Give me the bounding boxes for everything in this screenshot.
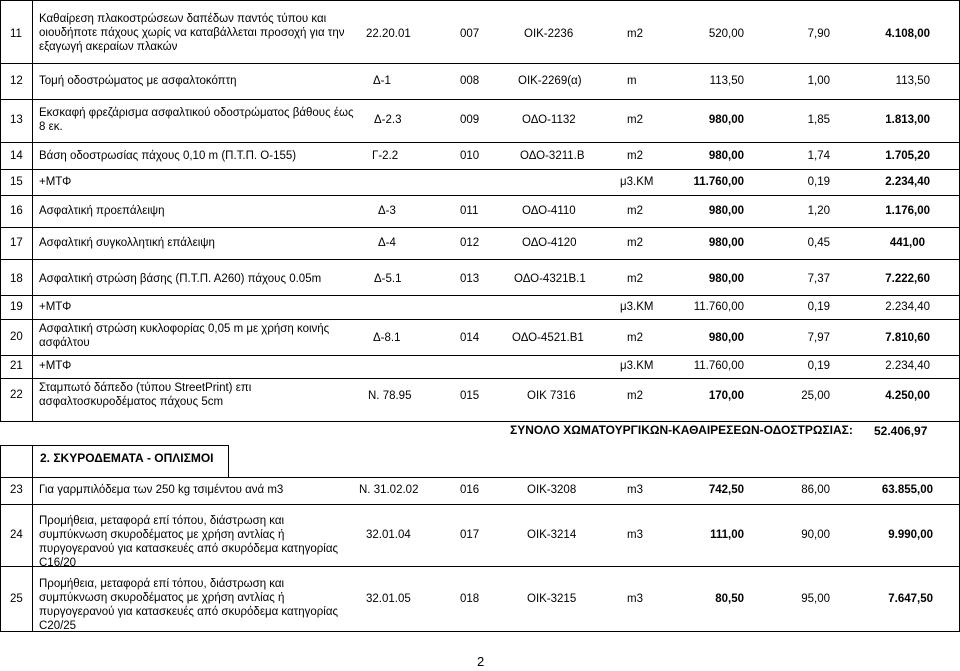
row-description: Βάση οδοστρωσίας πάχους 0,10 m (Π.Τ.Π. Ο-155) xyxy=(39,150,297,162)
row-price: 520,00 xyxy=(708,28,744,40)
row-price: 980,00 xyxy=(708,114,744,126)
row-quantity: 0,45 xyxy=(807,237,830,249)
row-price: 980,00 xyxy=(708,332,744,344)
row-code: 015 xyxy=(460,390,480,402)
row-number: 24 xyxy=(10,529,23,541)
row-code: 018 xyxy=(460,593,480,605)
row-reference: ΟΙΚ-2236 xyxy=(524,28,574,40)
row-total: 113,50 xyxy=(895,75,930,87)
subtotal-value: 52.406,97 xyxy=(874,424,928,438)
row-price: 113,50 xyxy=(709,75,744,87)
row-article: Ν. 78.95 xyxy=(368,390,412,402)
row-quantity: 25,00 xyxy=(801,390,830,402)
row-price: 980,00 xyxy=(708,237,744,249)
row-unit: m2 xyxy=(627,332,643,344)
row-code: 017 xyxy=(460,529,480,541)
row-total: 7.647,50 xyxy=(888,593,933,605)
row-unit: μ3.ΚΜ xyxy=(620,301,654,313)
row-unit: m2 xyxy=(627,237,643,249)
row-quantity: 0,19 xyxy=(807,176,830,188)
row-total: 1.813,00 xyxy=(885,114,930,126)
row-article: Ν. 31.02.02 xyxy=(359,484,419,496)
row-total: 2.234,40 xyxy=(885,176,930,188)
row-reference: ΟΔΟ-4110 xyxy=(522,205,576,217)
row-quantity: 86,00 xyxy=(801,484,830,496)
row-unit: m2 xyxy=(627,273,643,285)
row-description: +ΜΤΦ xyxy=(39,360,72,372)
row-total: 1.176,00 xyxy=(885,205,930,217)
row-description: Προμήθεια, μεταφορά επί τόπου, διάστρωση και συμπύκνωση σκυροδέματος με χρήση αντλίας ή πυργογερανού για κατασκευές από σκυρόδεμα κατηγορίας C16/20 xyxy=(39,515,339,569)
row-price: 11.760,00 xyxy=(693,301,744,313)
row-number: 22 xyxy=(10,389,23,401)
row-code: 009 xyxy=(460,114,480,126)
row-article: 22.20.01 xyxy=(366,28,411,40)
row-unit: m2 xyxy=(627,390,643,402)
row-quantity: 7,97 xyxy=(807,332,830,344)
row-price: 11.760,00 xyxy=(693,176,744,188)
row-quantity: 95,00 xyxy=(801,593,830,605)
row-total: 7.810,60 xyxy=(885,332,930,344)
row-reference: ΟΔΟ-1132 xyxy=(522,114,576,126)
row-quantity: 1,20 xyxy=(807,205,830,217)
row-code: 011 xyxy=(460,205,479,217)
row-description: +ΜΤΦ xyxy=(39,176,72,188)
row-quantity: 1,00 xyxy=(807,75,830,87)
row-reference: ΟΔΟ-3211.Β xyxy=(520,150,585,162)
row-code: 012 xyxy=(460,237,480,249)
row-description: Καθαίρεση πλακοστρώσεων δαπέδων παντός τύπου και οιουδήποτε πάχους χωρίς να καταβάλλεται προσοχή για την εξαγωγή ακεραίων πλακών xyxy=(39,13,345,53)
row-total: 2.234,40 xyxy=(885,360,930,372)
row-unit: m3 xyxy=(627,529,643,541)
row-number: 11 xyxy=(10,28,22,40)
row-article: Δ-4 xyxy=(378,237,396,249)
row-unit: m3 xyxy=(627,484,643,496)
row-code: 014 xyxy=(460,332,480,344)
row-price: 11.760,00 xyxy=(693,360,744,372)
row-unit: m3 xyxy=(627,593,643,605)
row-article: Δ-5.1 xyxy=(374,273,402,285)
row-quantity: 90,00 xyxy=(801,529,830,541)
row-quantity: 7,37 xyxy=(807,273,830,285)
row-description: Σταμπωτό δάπεδο (τύπου StreetPrint) επι ασφαλτοσκυροδέματος πάχους 5cm xyxy=(39,382,252,408)
row-reference: ΟΙΚ-3214 xyxy=(527,529,577,541)
row-article: Δ-1 xyxy=(373,75,391,87)
row-total: 4.108,00 xyxy=(885,28,930,40)
row-description: Για γαρμπιλόδεμα των 250 kg τσιμέντου ανά m3 xyxy=(39,484,284,496)
row-total: 441,00 xyxy=(889,237,925,249)
row-quantity: 1,85 xyxy=(807,114,830,126)
row-article: Δ-8.1 xyxy=(373,332,401,344)
row-number: 25 xyxy=(10,593,23,605)
row-number: 21 xyxy=(10,360,23,372)
row-article: Δ-2.3 xyxy=(374,114,402,126)
row-reference: ΟΙΚ-3208 xyxy=(527,484,577,496)
row-number: 16 xyxy=(10,205,23,217)
row-price: 742,50 xyxy=(708,484,744,496)
row-number: 18 xyxy=(10,273,23,285)
row-number: 23 xyxy=(10,484,23,496)
row-price: 980,00 xyxy=(708,273,744,285)
row-code: 008 xyxy=(460,75,480,87)
row-number: 20 xyxy=(10,331,23,343)
row-code: 016 xyxy=(460,484,480,496)
row-unit: m2 xyxy=(627,205,643,217)
row-quantity: 7,90 xyxy=(807,28,830,40)
row-reference: ΟΔΟ-4521.Β1 xyxy=(512,332,584,344)
row-code: 013 xyxy=(460,273,480,285)
row-total: 2.234,40 xyxy=(885,301,930,313)
row-article: Γ-2.2 xyxy=(372,150,399,162)
row-unit: μ3.ΚΜ xyxy=(620,176,654,188)
row-total: 1.705,20 xyxy=(885,150,930,162)
row-price: 111,00 xyxy=(710,529,744,541)
row-description: Ασφαλτική στρώση κυκλοφορίας 0,05 m με χρήση κοινής ασφάλτου xyxy=(39,323,330,349)
row-number: 14 xyxy=(10,150,23,162)
row-unit: μ3.ΚΜ xyxy=(620,360,654,372)
row-number: 19 xyxy=(10,301,23,313)
row-reference: ΟΙΚ 7316 xyxy=(527,390,576,402)
row-number: 12 xyxy=(10,75,23,87)
row-reference: ΟΙΚ-2269(α) xyxy=(518,75,582,87)
row-total: 4.250,00 xyxy=(885,390,930,402)
row-article: Δ-3 xyxy=(378,205,396,217)
row-unit: m2 xyxy=(627,114,643,126)
row-description: +ΜΤΦ xyxy=(39,301,72,313)
row-description: Ασφαλτική συγκολλητική επάλειψη xyxy=(39,237,215,249)
row-price: 80,50 xyxy=(715,593,744,605)
row-price: 980,00 xyxy=(708,150,744,162)
row-total: 9.990,00 xyxy=(888,529,933,541)
row-article: 32.01.05 xyxy=(366,593,411,605)
row-number: 17 xyxy=(10,237,23,249)
row-unit: m xyxy=(627,75,637,87)
row-price: 980,00 xyxy=(708,205,744,217)
page-number: 2 xyxy=(477,654,485,669)
row-price: 170,00 xyxy=(708,390,744,402)
row-reference: ΟΔΟ-4120 xyxy=(522,237,577,249)
row-unit: m2 xyxy=(627,150,643,162)
row-quantity: 0,19 xyxy=(807,360,830,372)
row-total: 63.855,00 xyxy=(881,484,933,496)
row-description: Ασφαλτική προεπάλειψη xyxy=(39,205,165,217)
row-quantity: 1,74 xyxy=(807,150,830,162)
row-number: 13 xyxy=(10,114,23,126)
row-total: 7.222,60 xyxy=(885,273,930,285)
row-code: 007 xyxy=(460,28,480,40)
row-description: Εκσκαφή φρεζάρισμα ασφαλτικού οδοστρώματος βάθους έως 8 εκ. xyxy=(39,107,354,133)
row-description: Προμήθεια, μεταφορά επί τόπου, διάστρωση και συμπύκνωση σκυροδέματος με χρήση αντλίας ή πυργογερανού για κατασκευές από σκυρόδεμα κατηγορίας C20/25 xyxy=(39,578,339,632)
subtotal-label: ΣΥΝΟΛΟ ΧΩΜΑΤΟΥΡΓΙΚΩΝ-ΚΑΘΑΙΡΕΣΕΩΝ-ΟΔΟΣΤΡΩΣΙΑΣ: xyxy=(510,423,853,437)
row-reference: ΟΙΚ-3215 xyxy=(527,593,577,605)
row-article: 32.01.04 xyxy=(366,529,411,541)
row-description: Τομή οδοστρώματος με ασφαλτοκόπτη xyxy=(39,75,237,87)
row-number: 15 xyxy=(10,176,23,188)
section-heading: 2. ΣΚΥΡΟΔΕΜΑΤΑ - ΟΠΛΙΣΜΟΙ xyxy=(40,451,214,465)
row-unit: m2 xyxy=(627,28,643,40)
row-reference: ΟΔΟ-4321Β.1 xyxy=(514,273,586,285)
row-description: Ασφαλτική στρώση βάσης (Π.Τ.Π. Α260) πάχους 0.05m xyxy=(39,273,322,285)
row-quantity: 0,19 xyxy=(807,301,830,313)
row-code: 010 xyxy=(460,150,480,162)
